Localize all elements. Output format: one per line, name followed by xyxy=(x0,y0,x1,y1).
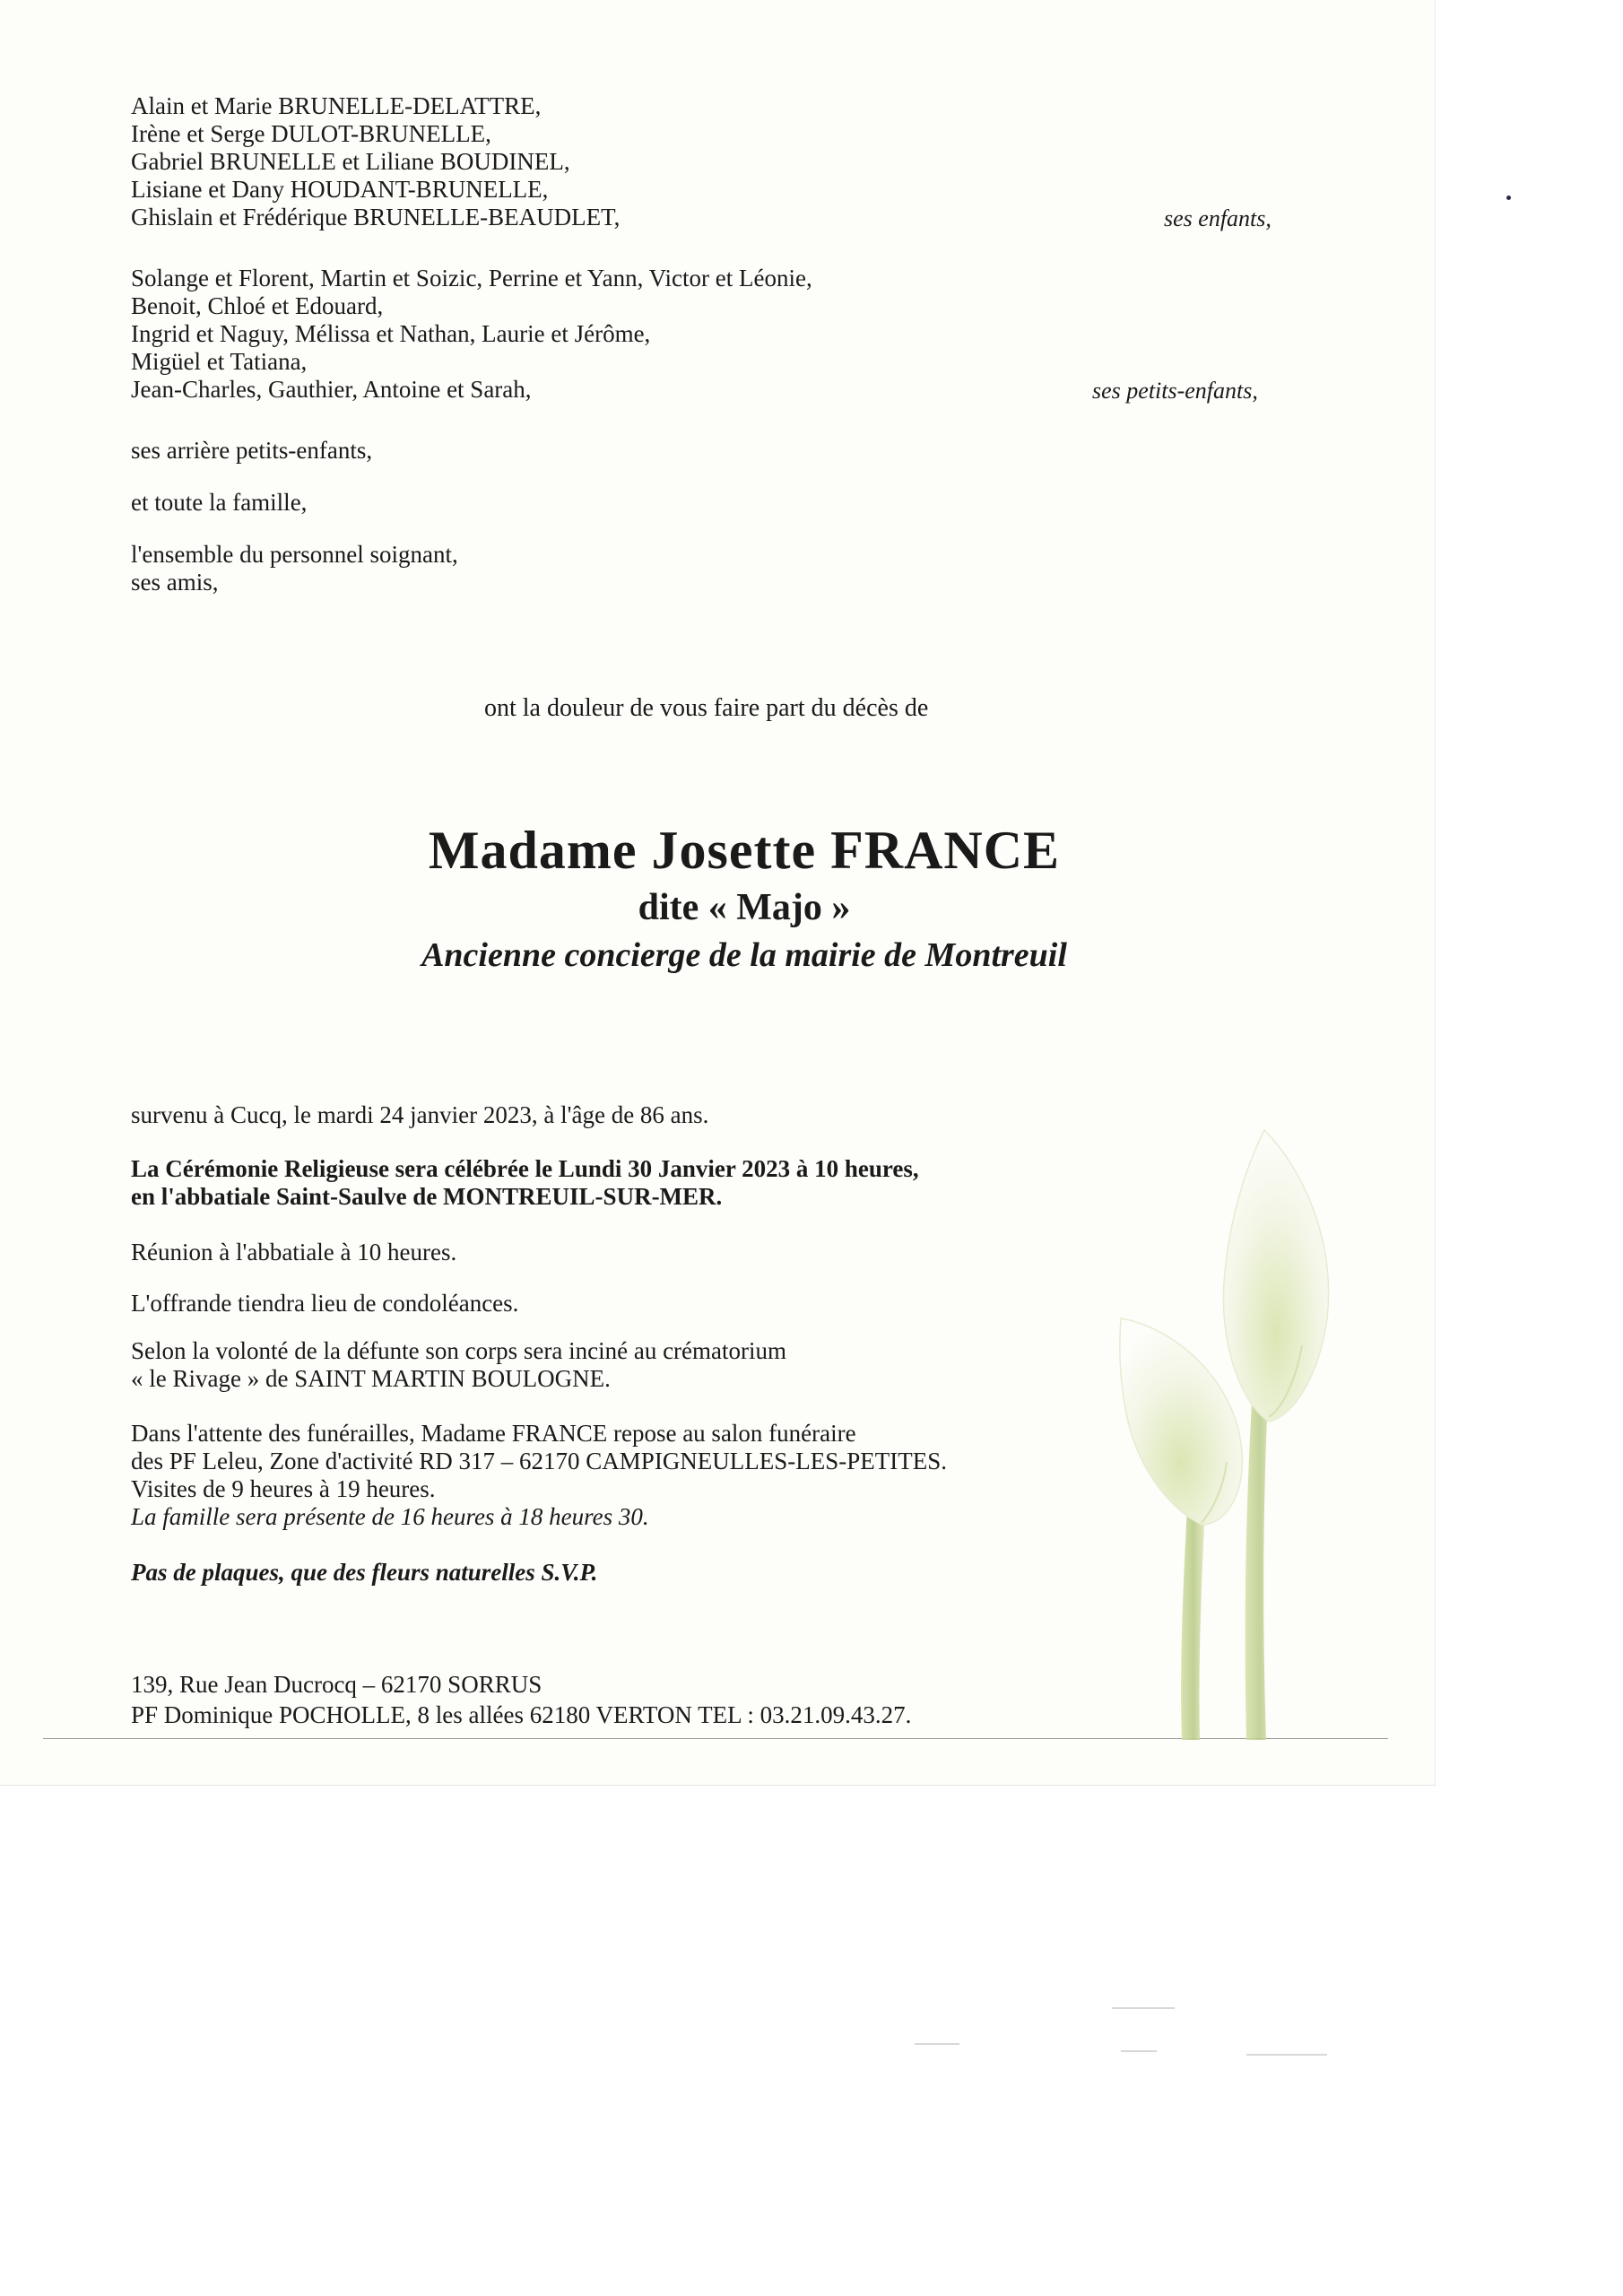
family-grandchildren-line-5: Jean-Charles, Gauthier, Antoine et Sarah, xyxy=(131,376,532,403)
scan-noise-mark xyxy=(1246,2054,1327,2056)
deceased-name: Madame Josette FRANCE xyxy=(428,821,1061,880)
calla-lily-illustration xyxy=(1067,1112,1390,1740)
family-grandchildren-line-3: Ingrid et Naguy, Mélissa et Nathan, Laurie et Jérôme, xyxy=(131,320,651,347)
family-children-line-1: Alain et Marie BRUNELLE-DELATTRE, xyxy=(131,92,542,119)
scan-speck xyxy=(1506,196,1511,200)
family-grandchildren-line-1: Solange et Florent, Martin et Soizic, Perrine et Yann, Victor et Léonie, xyxy=(131,265,812,291)
ceremony-line-2: en l'abbatiale Saint-Saulve de MONTREUIL-SUR-MER. xyxy=(131,1183,723,1210)
funeral-home-line-2: des PF Leleu, Zone d'activité RD 317 – 62170 CAMPIGNEULLES-LES-PETITES. xyxy=(131,1448,948,1474)
whole-family-line: et toute la famille, xyxy=(131,489,308,516)
deceased-nickname: dite « Majo » xyxy=(638,887,851,928)
funeral-home-line-3: Visites de 9 heures à 19 heures. xyxy=(131,1475,436,1502)
funeral-home-line-1: Dans l'attente des funérailles, Madame FRANCE repose au salon funéraire xyxy=(131,1420,856,1447)
offering-line: L'offrande tiendra lieu de condoléances. xyxy=(131,1290,519,1317)
cremation-line-1: Selon la volonté de la défunte son corps sera inciné au crématorium xyxy=(131,1337,787,1364)
family-grandchildren-line-2: Benoit, Chloé et Edouard, xyxy=(131,292,384,319)
family-children-line-3: Gabriel BRUNELLE et Liliane BOUDINEL, xyxy=(131,148,570,175)
scan-noise-mark xyxy=(915,2043,959,2045)
friends-line: ses amis, xyxy=(131,569,219,596)
undertaker-line: PF Dominique POCHOLLE, 8 les allées 62180 VERTON TEL : 03.21.09.43.27. xyxy=(131,1701,912,1728)
flowers-note-line: Pas de plaques, que des fleurs naturelles S.V.P. xyxy=(131,1559,598,1586)
scan-noise-mark xyxy=(1121,2050,1157,2052)
family-children-line-2: Irène et Serge DULOT-BRUNELLE, xyxy=(131,120,491,147)
label-grandchildren: ses petits-enfants, xyxy=(1092,378,1258,404)
announcement-line: ont la douleur de vous faire part du décès de xyxy=(484,694,929,722)
staff-line: l'ensemble du personnel soignant, xyxy=(131,541,458,568)
ceremony-line-1: La Cérémonie Religieuse sera célébrée le Lundi 30 Janvier 2023 à 10 heures, xyxy=(131,1155,919,1182)
label-children: ses enfants, xyxy=(1164,205,1271,231)
death-line: survenu à Cucq, le mardi 24 janvier 2023, à l'âge de 86 ans. xyxy=(131,1101,709,1128)
scan-noise-mark xyxy=(1112,2007,1175,2009)
meeting-line: Réunion à l'abbatiale à 10 heures. xyxy=(131,1239,457,1265)
family-children-line-4: Lisiane et Dany HOUDANT-BRUNELLE, xyxy=(131,176,549,203)
address-line: 139, Rue Jean Ducrocq – 62170 SORRUS xyxy=(131,1671,542,1698)
family-present-line: La famille sera présente de 16 heures à 18 heures 30. xyxy=(131,1503,649,1530)
family-children-line-5: Ghislain et Frédérique BRUNELLE-BEAUDLET, xyxy=(131,204,621,230)
family-grandchildren-line-4: Migüel et Tatiana, xyxy=(131,348,308,375)
deceased-role: Ancienne concierge de la mairie de Montreuil xyxy=(421,936,1067,974)
great-grandchildren-line: ses arrière petits-enfants, xyxy=(131,437,373,464)
cremation-line-2: « le Rivage » de SAINT MARTIN BOULOGNE. xyxy=(131,1365,611,1392)
